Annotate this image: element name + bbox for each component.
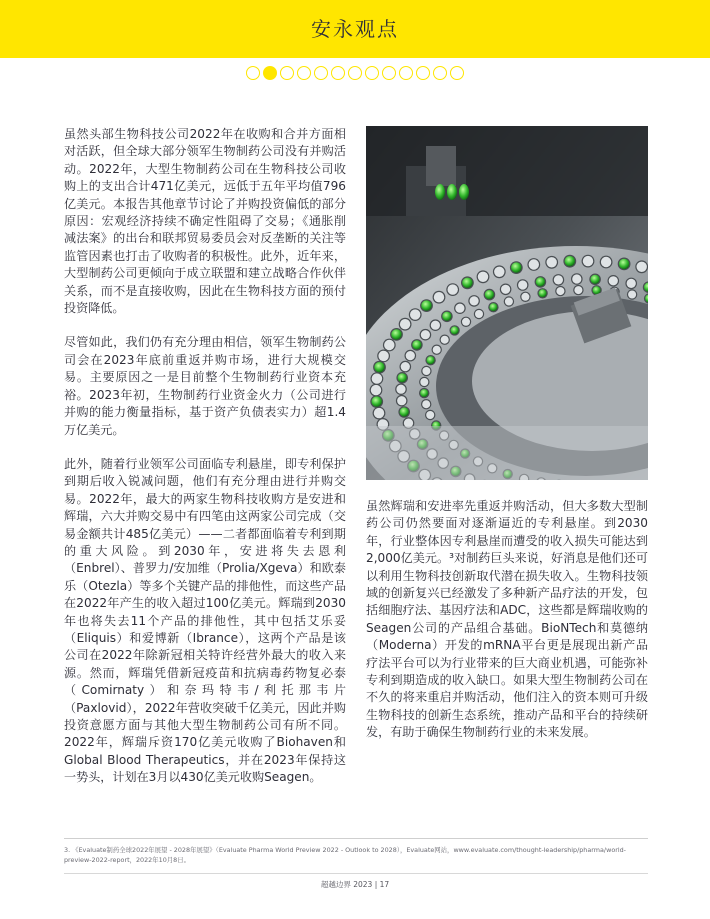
left-column — [64, 126, 346, 804]
right-column — [366, 498, 648, 759]
page-title: 安永观点 — [311, 17, 399, 41]
progress-dot — [263, 66, 277, 80]
progress-dot — [314, 66, 328, 80]
progress-dot — [365, 66, 379, 80]
paragraph: 此外，随着行业领军公司面临专利悬崖，即专利保护到期后收入锐减问题，他们有充分理由进行并购交易。2022年，最大的两家生物科技收购方是安进和辉瑞，六大并购交易中有四笔由这两家公司完成（交易金额共计485亿美元）——二者都面临着专利到期的重大风险。到2030年，安进将失去恩利（Enbrel）、普罗力/安加维（Prolia/Xgeva）和欧泰乐（Otezla）等多个关键产品的排他性，而这些产品在2022年产生的收入超过100亿美元。辉瑞到2030年也将失去11个产品的排他性，其中包括艾乐妥（Eliquis）和爱博新（Ibrance），这两个产品是该公司在2022年除新冠相关特许经营外最大的收入来源。然而，辉瑞凭借新冠疫苗和抗病毒药物复必泰（Comirnaty）和奈玛特韦/利托那韦片（Paxlovid），2022年营收突破千亿美元，因此并购投资意愿方面与其他大型生物制药公司有所不同。2022年，辉瑞斥资170亿美元收购了Biohaven和Global Blood Therapeutics，并在2023年保持这一势头，计划在3月以430亿美元收购Seagen。 — [64, 456, 346, 785]
progress-dot — [280, 66, 294, 80]
paragraph: 虽然头部生物科技公司2022年在收购和合并方面相对活跃，但全球大部分领军生物制药公司没有并购活动。2022年，大型生物制药公司在生物科技公司收购上的支出合计471亿美元，远低于五年平均值796亿美元。本报告其他章节讨论了并购投资偏低的部分原因：宏观经济持续不确定性阻碍了交易；《通胀削减法案》的出台和联邦贸易委员会对反垄断的关注等监管因素也打击了收购者的积极性。此外，近年来，大型制药公司更倾向于成立联盟和建立战略合作伙伴关系，而不是直接收购，因此在生物科技方面的预付投资降低。 — [64, 127, 346, 316]
progress-dot — [331, 66, 345, 80]
footer-divider — [64, 873, 648, 874]
progress-dot — [348, 66, 362, 80]
pharmaceutical-machine-photo — [366, 126, 648, 480]
paragraph: 尽管如此，我们仍有充分理由相信，领军生物制药公司会在2023年底前重返并购市场，进行大规模交易。主要原因之一是目前整个生物制药行业资本充裕。2023年初，生物制药行业资金火力（公司进行并购的能力衡量指标，基于资产负债表实力）超1.4万亿美元。 — [64, 335, 346, 437]
progress-dot — [433, 66, 447, 80]
section-progress-dots — [0, 66, 710, 82]
progress-dot — [382, 66, 396, 80]
progress-dot — [246, 66, 260, 80]
progress-dot — [450, 66, 464, 80]
paragraph: 虽然辉瑞和安进率先重返并购活动，但大多数大型制药公司仍然要面对逐渐逼近的专利悬崖。到2030年，行业整体因专利悬崖而遭受的收入损失可能达到2,000亿美元。³对制药巨头来说，好消息是他们还可以利用生物科技创新取代潜在损失收入。生物科技领域的创新复兴已经激发了多种新产品疗法的开发，包括细胞疗法、基因疗法和ADC，这些都是辉瑞收购的Seagen公司的产品组合基础。BioNTech和莫德纳（Moderna）开发的mRNA平台更是展现出新产品疗法平台可以为行业带来的巨大商业机遇，可能弥补专利到期造成的收入缺口。如果大型生物制药公司在不久的将来重启并购活动，他们注入的资本则可升级生物科技的创新生态系统，推动产品和平台的持续研发，有助于确保生物制药行业的未来发展。 — [366, 499, 648, 740]
page-footer: 超越边界 2023 | 17 — [320, 880, 390, 889]
footnote: 3. 《Evaluate制药全球2022年展望 - 2028年展望》（Evaluate Pharma World Preview 2022 - Outlook to 2028），Evaluate网站，www.evaluate.com/thought-leadership/pharma/world-preview-2022-report，2022年10月8日。 — [64, 846, 626, 864]
progress-dot — [297, 66, 311, 80]
footnote-divider — [64, 838, 648, 839]
progress-dot — [399, 66, 413, 80]
progress-dot — [416, 66, 430, 80]
